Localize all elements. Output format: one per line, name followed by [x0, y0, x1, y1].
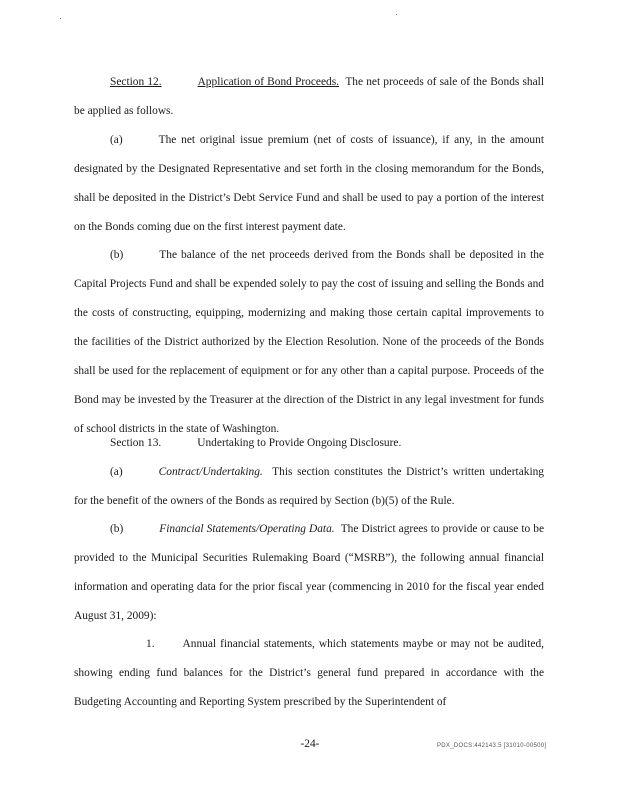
list-item-1-text: Annual financial statements, which statements maybe or may not be audited, showing ending fund balances for the District’s general fund prepared in accordance with the Budgeting Accounting and Reporting System prescribed by the Superintendent of [74, 638, 544, 708]
paragraph-13b-heading: Financial Statements/Operating Data. [159, 523, 335, 535]
section-12-number: Section 12. [110, 76, 162, 88]
paragraph-b [74, 241, 544, 444]
section-12-title: Application of Bond Proceeds. [197, 76, 339, 88]
paragraph-13b [74, 515, 544, 631]
section-12-intro: The net proceeds of sale of the Bonds shall be applied as follows. [74, 76, 544, 117]
paragraph-13a-label: (a) [110, 466, 123, 478]
paragraph-b-text: The balance of the net proceeds derived from the Bonds shall be deposited in the Capital Projects Fund and shall be expended solely to pay the cost of issuing and selling the Bonds and the costs of constructing, equipping, modernizing and making those certain capital improvements to the facilities of the District authorized by the Election Resolution. None of the proceeds of the Bonds shall be used for the replacement of equipment or for any other than a capital purpose. Proceeds of the Bond may be invested by the Treasurer at the direction of the District in any legal investment for funds of school districts in the state of Washington. [74, 249, 544, 435]
document-id: PDX_DOCS:442143.5 [31010-00500] [437, 743, 547, 749]
paragraph-a-label: (a) [110, 134, 123, 146]
paragraph-b-label: (b) [110, 249, 124, 261]
paragraph-13a [74, 458, 544, 516]
paragraph-13b-label: (b) [110, 523, 124, 535]
paragraph-13b-text: The District agrees to provide or cause to be provided to the Municipal Securities Rulemaking Board (“MSRB”), the following annual financial information and operating data for the prior fiscal year (commencing in 2010 for the fiscal year ended August 31, 2009): [74, 523, 544, 622]
scan-speck [60, 18, 61, 19]
paragraph-13a-text: This section constitutes the District’s written undertaking for the benefit of the owners of the Bonds as required by Section (b)(5) of the Rule. [74, 466, 544, 507]
list-item-1 [74, 630, 544, 717]
section-12-heading [74, 68, 544, 126]
section-13-title: Undertaking to Provide Ongoing Disclosure. [197, 437, 402, 449]
paragraph-13a-heading: Contract/Undertaking. [158, 466, 263, 478]
section-13-number: Section 13. [110, 437, 162, 449]
paragraph-a [74, 126, 544, 242]
scan-speck [396, 14, 397, 15]
list-item-1-label: 1. [146, 638, 155, 650]
paragraph-a-text: The net original issue premium (net of costs of issuance), if any, in the amount designated by the Designated Representative and set forth in the closing memorandum for the Bonds, shall be deposited in the District’s Debt Service Fund and shall be used to pay a portion of the interest on the Bonds coming due on the first interest payment date. [74, 134, 544, 233]
section-13-heading [74, 429, 544, 458]
page-number: -24- [300, 738, 320, 750]
